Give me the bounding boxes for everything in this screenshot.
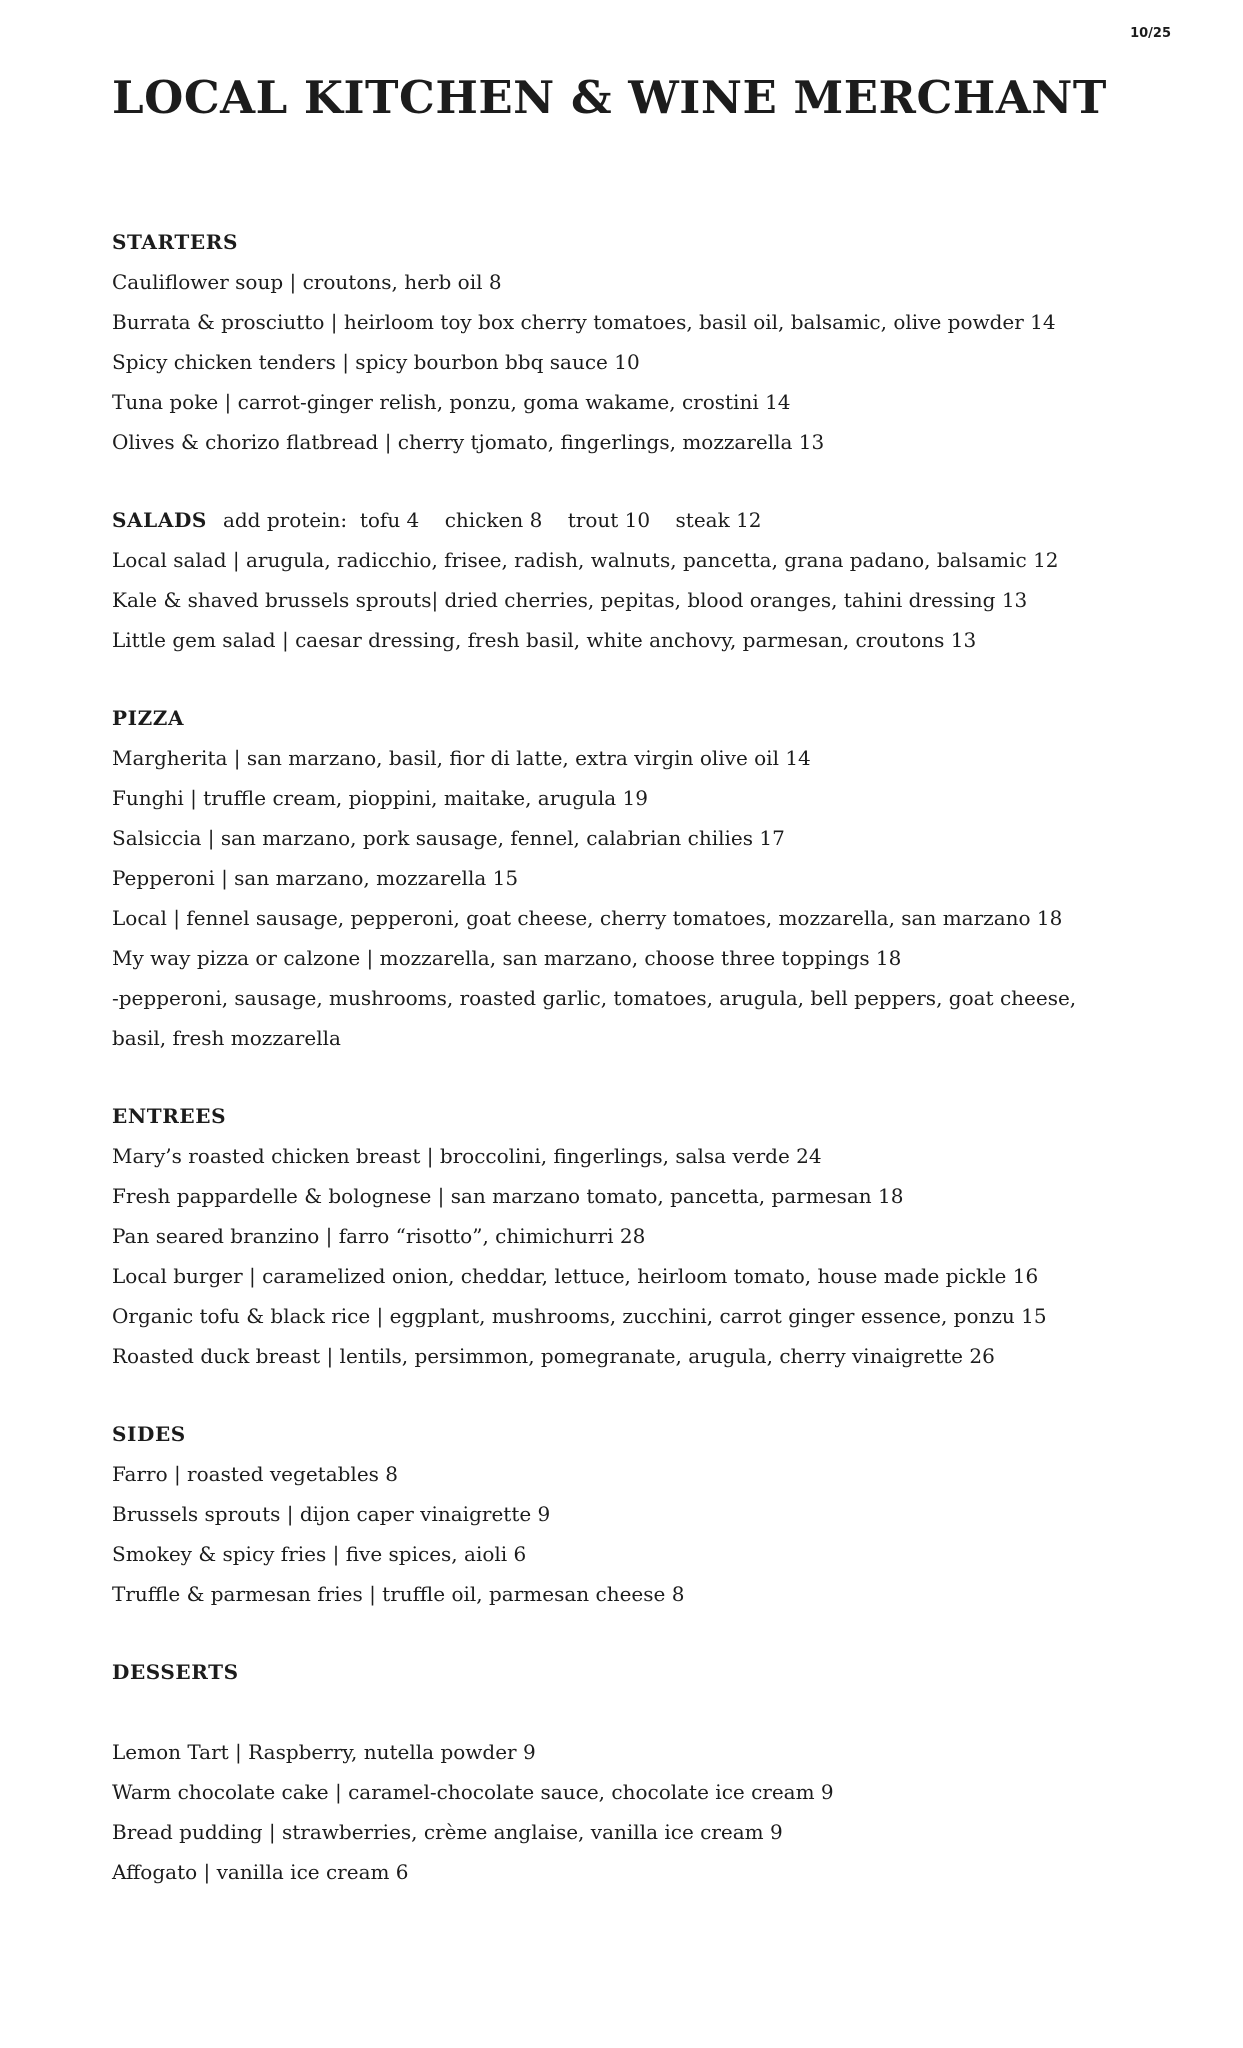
section-title: SIDES (112, 1421, 186, 1446)
section-header (112, 222, 1125, 262)
menu-item: Mary’s roasted chicken breast | broccolini, fingerlings, salsa verde 24 (112, 1143, 822, 1168)
menu-item: Truffle & parmesan fries | truffle oil, parmesan cheese 8 (112, 1581, 685, 1606)
menu-item: Roasted duck breast | lentils, persimmon, pomegranate, arugula, cherry vinaigrette 26 (112, 1343, 995, 1368)
menu-item: Cauliflower soup | croutons, herb oil 8 (112, 269, 502, 294)
menu-item: Local salad | arugula, radicchio, frisee, radish, walnuts, pancetta, grana padano, balsamic 12 (112, 547, 1059, 572)
section-title: PIZZA (112, 705, 185, 730)
section-sides (112, 1414, 1125, 1614)
section-starters (112, 222, 1125, 462)
menu-item: Farro | roasted vegetables 8 (112, 1461, 398, 1486)
menu-item: Pan seared branzino | farro “risotto”, chimichurri 28 (112, 1223, 646, 1248)
page-title: LOCAL KITCHEN & WINE MERCHANT (112, 71, 1107, 124)
menu-item: Local | fennel sausage, pepperoni, goat cheese, cherry tomatoes, mozzarella, san marzano 18 (112, 905, 1063, 930)
menu-item: Local burger | caramelized onion, cheddar, lettuce, heirloom tomato, house made pickle 16 (112, 1263, 1039, 1288)
menu-item: Kale & shaved brussels sprouts| dried cherries, pepitas, blood oranges, tahini dressing 13 (112, 587, 1028, 612)
section-pizza (112, 698, 1125, 1058)
section-title: ENTREES (112, 1103, 227, 1128)
menu-item: Organic tofu & black rice | eggplant, mushrooms, zucchini, carrot ginger essence, ponzu 15 (112, 1303, 1047, 1328)
section-title: SALADS (112, 507, 207, 532)
menu-item: Olives & chorizo flatbread | cherry tjomato, fingerlings, mozzarella 13 (112, 429, 825, 454)
menu-item: Tuna poke | carrot-ginger relish, ponzu, goma wakame, crostini 14 (112, 389, 791, 414)
section-salads (112, 500, 1125, 660)
section-title: STARTERS (112, 229, 239, 254)
date-code: 10/25 (1130, 26, 1171, 41)
section-entrees (112, 1096, 1125, 1376)
section-header (112, 1096, 1125, 1136)
menu-item: Smokey & spicy fries | five spices, aioli 6 (112, 1541, 527, 1566)
menu-item: Spicy chicken tenders | spicy bourbon bbq sauce 10 (112, 349, 640, 374)
section-header (112, 500, 1125, 540)
menu-item: Salsiccia | san marzano, pork sausage, fennel, calabrian chilies 17 (112, 825, 785, 850)
menu-item: -pepperoni, sausage, mushrooms, roasted garlic, tomatoes, arugula, bell peppers, goat cheese, basil, fresh mozzarella (112, 985, 1083, 1050)
menu-item: Warm chocolate cake | caramel-chocolate sauce, chocolate ice cream 9 (112, 1779, 834, 1804)
menu-item: My way pizza or calzone | mozzarella, san marzano, choose three toppings 18 (112, 945, 902, 970)
menu-item: Margherita | san marzano, basil, fior di latte, extra virgin olive oil 14 (112, 745, 811, 770)
menu-item: Lemon Tart | Raspberry, nutella powder 9 (112, 1739, 536, 1764)
menu-item: Brussels sprouts | dijon caper vinaigrette 9 (112, 1501, 551, 1526)
section-header (112, 1652, 1125, 1692)
menu-item: Fresh pappardelle & bolognese | san marzano tomato, pancetta, parmesan 18 (112, 1183, 904, 1208)
section-header (112, 1414, 1125, 1454)
menu-item: Little gem salad | caesar dressing, fresh basil, white anchovy, parmesan, croutons 13 (112, 627, 977, 652)
menu-item: Affogato | vanilla ice cream 6 (112, 1859, 409, 1884)
section-desserts (112, 1652, 1125, 1892)
menu-item: Burrata & prosciutto | heirloom toy box cherry tomatoes, basil oil, balsamic, olive powder 14 (112, 309, 1056, 334)
menu-item: Funghi | truffle cream, pioppini, maitake, arugula 19 (112, 785, 648, 810)
menu-item: Pepperoni | san marzano, mozzarella 15 (112, 865, 519, 890)
section-title: DESSERTS (112, 1659, 239, 1684)
section-note: add protein: tofu 4 chicken 8 trout 10 steak 12 (222, 507, 762, 532)
section-header (112, 698, 1125, 738)
menu-item: Bread pudding | strawberries, crème anglaise, vanilla ice cream 9 (112, 1819, 783, 1844)
